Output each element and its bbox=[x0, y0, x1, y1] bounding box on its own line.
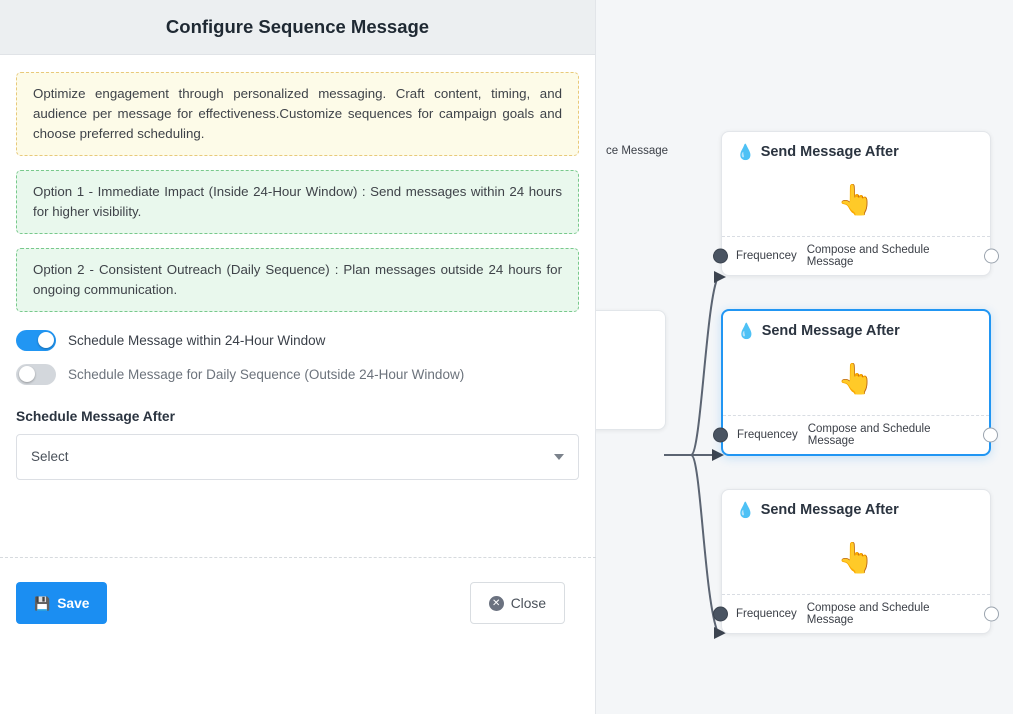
water-drop-icon: 💧 bbox=[737, 322, 756, 340]
option-1-callout: Option 1 - Immediate Impact (Inside 24-Hour Window) : Send messages within 24 hours for higher visibility. bbox=[16, 170, 579, 234]
flow-node-send-message-2[interactable] bbox=[721, 309, 991, 456]
flow-node-send-message-3[interactable] bbox=[721, 489, 991, 634]
node-input-port[interactable] bbox=[713, 249, 728, 264]
schedule-message-after-select[interactable] bbox=[16, 434, 579, 480]
node-output-port[interactable] bbox=[984, 249, 999, 264]
panel-body bbox=[0, 55, 595, 547]
node-footer bbox=[722, 594, 990, 633]
upstream-node-label: ce Message bbox=[606, 145, 669, 157]
hand-pointer-icon: 👆 bbox=[837, 542, 875, 575]
toggle-row-daily-sequence[interactable] bbox=[16, 364, 579, 385]
node-input-port[interactable] bbox=[713, 428, 728, 443]
close-button-label: Close bbox=[510, 595, 546, 611]
toggle-label-daily-sequence: Schedule Message for Daily Sequence (Outside 24-Hour Window) bbox=[68, 366, 465, 382]
node-body bbox=[723, 345, 989, 415]
water-drop-icon: 💧 bbox=[736, 501, 755, 519]
close-icon: ✕ bbox=[489, 596, 504, 611]
option-2-callout: Option 2 - Consistent Outreach (Daily Sequence) : Plan messages outside 24 hours for ongoing communication. bbox=[16, 248, 579, 312]
node-compose-label[interactable]: Compose and Schedule Message bbox=[807, 423, 931, 447]
flow-node-send-message-1[interactable] bbox=[721, 131, 991, 276]
panel-header bbox=[0, 0, 595, 55]
node-header bbox=[722, 490, 990, 524]
node-title: Send Message After bbox=[760, 502, 899, 518]
node-footer bbox=[722, 236, 990, 275]
node-footer bbox=[723, 415, 989, 454]
node-title: Send Message After bbox=[761, 323, 900, 339]
node-header bbox=[723, 311, 989, 345]
panel-footer bbox=[0, 557, 596, 714]
toggle-row-24-hour-window[interactable] bbox=[16, 330, 579, 351]
node-header bbox=[722, 132, 990, 166]
node-compose-label[interactable]: Compose and Schedule Message bbox=[806, 244, 930, 268]
save-button-label: Save bbox=[57, 595, 90, 611]
node-frequency-label[interactable]: Frequencey bbox=[736, 250, 797, 262]
info-callout: Optimize engagement through personalized messaging. Craft content, timing, and audience per message for effectiveness.Customize sequences for campaign goals and choose preferred scheduling. bbox=[16, 72, 579, 156]
flow-canvas[interactable] bbox=[596, 0, 1013, 714]
node-output-port[interactable] bbox=[983, 428, 998, 443]
schedule-message-after-label: Schedule Message After bbox=[16, 408, 175, 424]
node-frequency-label[interactable]: Frequencey bbox=[737, 429, 798, 441]
node-frequency-label[interactable]: Frequencey bbox=[736, 608, 797, 620]
node-compose-label[interactable]: Compose and Schedule Message bbox=[806, 602, 930, 626]
upstream-node-partial[interactable] bbox=[596, 310, 666, 430]
node-title: Send Message After bbox=[760, 144, 899, 160]
page-title: Configure Sequence Message bbox=[165, 16, 430, 37]
select-value: Select bbox=[31, 449, 69, 465]
node-body bbox=[722, 524, 990, 594]
node-body bbox=[722, 166, 990, 236]
save-button[interactable] bbox=[16, 582, 107, 624]
hand-pointer-icon: 👆 bbox=[837, 363, 875, 396]
hand-pointer-icon: 👆 bbox=[837, 184, 875, 217]
water-drop-icon: 💧 bbox=[736, 143, 755, 161]
chevron-down-icon bbox=[554, 454, 564, 460]
toggle-knob bbox=[19, 366, 35, 382]
node-input-port[interactable] bbox=[713, 607, 728, 622]
node-output-port[interactable] bbox=[984, 607, 999, 622]
toggle-schedule-within-24-hour[interactable] bbox=[16, 330, 56, 351]
toggle-schedule-daily-sequence[interactable] bbox=[16, 364, 56, 385]
toggle-label-24-hour: Schedule Message within 24-Hour Window bbox=[68, 332, 326, 348]
save-disk-icon: 💾 bbox=[34, 595, 51, 611]
close-button[interactable] bbox=[470, 582, 565, 624]
toggle-knob bbox=[38, 332, 54, 348]
